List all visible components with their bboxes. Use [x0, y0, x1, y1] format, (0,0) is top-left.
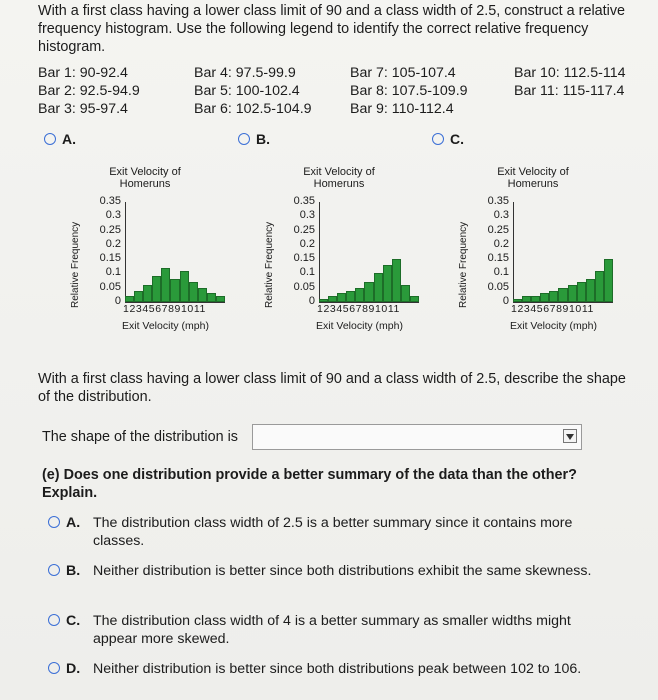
x-tick-labels: 1234567891011 [511, 303, 594, 315]
histogram-bar [374, 273, 383, 302]
y-tick-label: 0.25 [99, 223, 121, 236]
answer-a-radio[interactable] [48, 516, 60, 528]
shape-prompt: The shape of the distribution is [42, 429, 238, 445]
y-axis [319, 202, 320, 302]
histogram-a [70, 160, 260, 350]
histogram-bar [355, 288, 364, 302]
y-tick-label: 0.3 [493, 209, 509, 222]
y-tick-label: 0.2 [105, 237, 121, 250]
histogram-bar [152, 276, 161, 302]
chart-title: Exit Velocity of Homeruns [497, 166, 569, 190]
histogram-bar [319, 299, 328, 302]
y-axis [513, 202, 514, 302]
answer-b[interactable]: B. Neither distribution is better since both distributions exhibit the same skewness. [48, 562, 618, 580]
histogram-bar [586, 279, 595, 302]
histogram-bar [337, 293, 346, 302]
histogram-bar [189, 282, 198, 302]
answer-b-radio[interactable] [48, 564, 60, 576]
histogram-bar [392, 259, 401, 302]
y-tick-label: 0.25 [487, 223, 509, 236]
radio-b[interactable] [238, 133, 250, 145]
y-tick-label: 0.1 [493, 266, 509, 279]
histogram-b [264, 160, 454, 350]
x-axis-label: Exit Velocity (mph) [316, 320, 403, 332]
histogram-bar [513, 299, 522, 302]
legend-bar-10: Bar 10: 112.5-114 [514, 65, 626, 81]
legend-bar-4: Bar 4: 97.5-99.9 [194, 65, 296, 81]
histogram-bar [328, 296, 337, 302]
shape-dropdown[interactable] [252, 424, 582, 450]
histogram-bar [401, 285, 410, 302]
y-tick-label: 0.3 [105, 209, 121, 222]
histogram-bar [531, 296, 540, 302]
legend-bar-7: Bar 7: 105-107.4 [350, 65, 456, 81]
legend-bar-9: Bar 9: 110-112.4 [350, 101, 454, 117]
answer-d[interactable]: D. Neither distribution is better since both distributions peak between 102 to 106. [48, 660, 618, 678]
answer-c-radio[interactable] [48, 614, 60, 626]
histogram-bar [364, 282, 373, 302]
histogram-bar [143, 285, 152, 302]
histogram-bar [161, 268, 170, 302]
histogram-bar [170, 279, 179, 302]
legend-col-4 [514, 64, 625, 100]
histogram-bar [198, 288, 207, 302]
y-axis-label: Relative Frequency [70, 221, 81, 308]
y-tick-label: 0.05 [293, 280, 315, 293]
answer-c-text: The distribution class width of 4 is a better summary as smaller widths might appear more skewed. [93, 613, 571, 647]
histogram-bar [207, 293, 216, 302]
y-tick-label: 0.15 [293, 252, 315, 265]
histogram-bar [180, 271, 189, 302]
answer-d-text: Neither distribution is better since both distributions peak between 102 to 106. [93, 661, 582, 677]
histogram-bar [383, 265, 392, 302]
histogram-bar [577, 282, 586, 302]
y-tick-label: 0.25 [293, 223, 315, 236]
histogram-c [458, 160, 648, 350]
histogram-bar [558, 288, 567, 302]
chevron-down-icon[interactable] [563, 429, 577, 443]
legend-col-3 [350, 64, 468, 118]
y-tick-label: 0.1 [105, 266, 121, 279]
legend-bar-6: Bar 6: 102.5-104.9 [194, 101, 312, 117]
part-e-question: (e) Does one distribution provide a better summary of the data than the other? Explain. [42, 467, 577, 501]
radio-c[interactable] [432, 133, 444, 145]
answer-d-radio[interactable] [48, 662, 60, 674]
y-axis-label: Relative Frequency [264, 221, 275, 308]
y-tick-label: 0.3 [299, 209, 315, 222]
radio-a[interactable] [44, 133, 56, 145]
chart-title: Exit Velocity of Homeruns [303, 166, 375, 190]
y-tick-label: 0.1 [299, 266, 315, 279]
y-tick-label: 0.2 [299, 237, 315, 250]
legend-bar-8: Bar 8: 107.5-109.9 [350, 83, 468, 99]
y-tick-label: 0 [114, 295, 121, 307]
y-tick-label: 0.35 [293, 195, 315, 207]
y-axis-label: Relative Frequency [458, 221, 469, 308]
answer-a-text: The distribution class width of 2.5 is a better summary since it contains more classes. [93, 515, 573, 549]
answer-c[interactable]: C. The distribution class width of 4 is a better summary as smaller widths might appear more skewed. [48, 612, 618, 630]
histogram-bar [410, 296, 419, 302]
legend-bar-3: Bar 3: 95-97.4 [38, 101, 128, 117]
histogram-bar [216, 296, 225, 302]
y-tick-label: 0.35 [487, 195, 509, 207]
histogram-bar [134, 291, 143, 302]
answer-a[interactable]: A. The distribution class width of 2.5 is a better summary since it contains more classes. [48, 514, 618, 532]
x-tick-labels: 1234567891011 [317, 303, 400, 315]
chart-title: Exit Velocity of Homeruns [109, 166, 181, 190]
legend-col-1 [38, 64, 140, 118]
histogram-bar [346, 291, 355, 302]
question-intro: With a first class having a lower class limit of 90 and a class width of 2.5, construct a relative frequency histogram. Use the following legend to identify the correct relative frequency histogram. [38, 3, 626, 55]
y-tick-label: 0.15 [487, 252, 509, 265]
histogram-bar [549, 291, 558, 302]
histogram-bar [568, 285, 577, 302]
y-tick-label: 0 [502, 295, 509, 307]
legend-bar-2: Bar 2: 92.5-94.9 [38, 83, 140, 99]
histogram-bar [540, 293, 549, 302]
x-tick-labels: 1234567891011 [123, 303, 206, 315]
legend-bar-11: Bar 11: 115-117.4 [514, 83, 625, 99]
histogram-bar [522, 296, 531, 302]
option-a[interactable]: A. [44, 131, 76, 147]
x-axis-label: Exit Velocity (mph) [510, 320, 597, 332]
x-axis-label: Exit Velocity (mph) [122, 320, 209, 332]
legend-col-2 [194, 64, 312, 118]
y-tick-label: 0.2 [493, 237, 509, 250]
histogram-bar [125, 296, 134, 302]
answer-b-text: Neither distribution is better since both distributions exhibit the same skewness. [93, 563, 592, 579]
legend-bar-5: Bar 5: 100-102.4 [194, 83, 300, 99]
histogram-bar [595, 271, 604, 302]
y-axis [125, 202, 126, 302]
histogram-bar [604, 259, 613, 302]
y-tick-label: 0.15 [99, 252, 121, 265]
y-tick-label: 0 [308, 295, 315, 307]
option-b[interactable]: B. [238, 131, 270, 147]
y-tick-label: 0.05 [487, 280, 509, 293]
y-tick-label: 0.35 [99, 195, 121, 207]
y-tick-label: 0.05 [99, 280, 121, 293]
option-c[interactable]: C. [432, 131, 464, 147]
legend-bar-1: Bar 1: 90-92.4 [38, 65, 128, 81]
shape-question: With a first class having a lower class limit of 90 and a class width of 2.5, describe the shape of the distribution. [38, 371, 626, 405]
